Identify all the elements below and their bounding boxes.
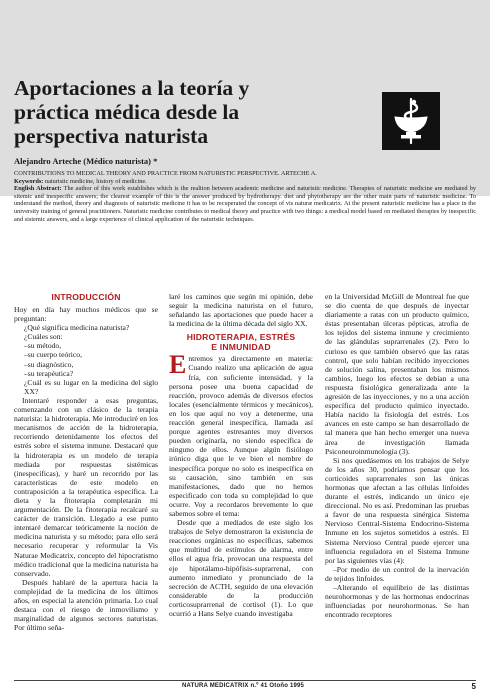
question-item: –su método, — [24, 341, 62, 351]
page-number: 5 — [471, 682, 476, 691]
question-item: –su cuerpo teórico, — [24, 350, 82, 360]
keywords-label: Keywords: — [14, 177, 44, 185]
question-item: ¿Cuáles son: — [24, 332, 63, 342]
english-abstract-label: English Abstract: — [14, 185, 62, 193]
drop-cap: E — [169, 350, 187, 380]
body-paragraph: Si nos quedásemos en los trabajos de Selye de los años 30, podríamos pensar que los corticoides suprarrenales son las únicas hormonas que afectan a las células linfoides durante el estrés, indicando un único eje direccional. No es así. Predominan las pruebas a favor de una respuesta sinérgica Sistema Nervioso Central-Sistema Endocrino-Sistema Inmune en los sujetos sometidos a estrés. El Sistema Nervioso Central puede ejercer una influencia reguladora en el Sistema Inmune por las siguientes vías (4): — [325, 455, 469, 565]
author-line: Alejandro Arteche (Médico naturista) * — [14, 156, 158, 166]
list-item: –Por medio de un control de la inervación de tejidos linfoides. — [325, 564, 469, 583]
section-heading-introduccion: INTRODUCCIÓN — [51, 292, 121, 302]
body-paragraph: Intentaré responder a esas preguntas, comenzando con un clásico de la terapia naturista: la hidroterapia. Me introduciré en los mecanismos de acción de la hidroterapia, recorriendo detenidamente los efectos del estrés sobre el sistema inmune. Destacaré que la hidroterapia es un modelo de terapia mediada por respuestas sistémicas (inespecíficas), y haré un recorrido por las características de este modelo en contraposición a la terapéutica específica. La dieta y la fitoterapia completarán mi argumentación. De la fitoterapia recalcaré su carácter de transición. Llegado a ese punto intentaré demarcar teóricamente la noción de medicina naturista y su método; para ello será necesario recuperar y reformular la Vis Naturae Medicatrix, concepto del hipocratismo médico tradicional que la medicina naturista ha conservado. — [14, 395, 158, 578]
keywords-text: naturistic medicine, history of medicine. — [43, 177, 147, 185]
question-item: ¿Qué significa medicina naturista? — [24, 323, 130, 333]
article-title — [14, 76, 354, 148]
column-1 — [14, 292, 158, 632]
body-paragraph: Desde que a mediados de este siglo los trabajos de Selye demostraron la existencia de reacciones orgánicas no específicas, sabemos que multitud de estímulos de alarma, entre ellos el agua fría, provocan una respuesta del eje hipotálamo-hipófisis-suprarrenal, con aumento inmediato y pronunciado de la secreción de ACTH, seguido de una elevación considerable de la producción corticosuprarrenal de cortisol (1). Lo que ocurrió a Hans Selye cuando investigaba — [169, 518, 313, 618]
page-footer — [14, 680, 476, 693]
intro-sentence: Hoy en día hay muchos médicos que se preguntan: — [14, 305, 158, 324]
journal-issue: NATURA MEDICATRIX n.º 41 Otoño 1995 — [182, 683, 305, 689]
column-2 — [169, 292, 313, 618]
abstract-block — [14, 170, 476, 223]
column-3 — [325, 292, 469, 619]
bowl-of-hygieia-icon — [389, 97, 433, 145]
english-abstract-text: The author of this work establishes which is the realtion between academic medicine and naturistic medicine. Therapies of naturistic medicine are mediated by sitemic and inespecific answers; the clearest example of this is the answer produced by hydrotherapy. diet and phytotherapy are the other main parts of naturistic medicine. To understand the method, theory and diagnosis of naturistic medicine it has to be recuperated the concept of vis naturæ medicatrix. At the present naturistic medicine has a place in the university training of general practitioners. Naturistic medicine contributes to medical theory and practice with two things: a medical model based on mediated therapies by inespecific and sistemic answers, and a large experience of clinical application of the naturistic techniques. — [14, 185, 476, 223]
paragraph-text: ntremos ya directamente en materia: Cuando realizo una aplicación de agua fría, con suficiente intensidad, y la persona posee una buena capacidad de reacción, provoco además de diversos efectos locales (esencialmente térmicos y mecánicos), en los que aquí no voy a detenerme, una reacción general inespecífica, llamada así porque agentes estresantes muy diversos pueden originarla, no siendo específica de ninguno de ellos. Aunque algún fisiólogo irónico diga que le ve bien el nombre de inespecífica porque no solo es inespecífica en su causación, sino también en sus manifestaciones, dado que no hemos especificado con toda su complejidad lo que ocurre. Voy a recordaros brevemente lo que sabemos sobre el tema: — [169, 354, 313, 518]
english-abstract — [14, 185, 476, 223]
heading-line: HIDROTERAPIA, ESTRÉS — [186, 332, 296, 343]
english-title: CONTRIBUTIONS TO MEDICAL THEORY AND PRACTICE FROM NATURISTIC PERSPECTIVE. ARTECHE A. — [14, 170, 317, 177]
question-item: –su diagnóstico, — [24, 359, 74, 369]
heading-line: E INMUNIDAD — [211, 342, 271, 353]
question-item: ¿Cuál es su lugar en la medicina del siglo XX? — [24, 377, 158, 396]
title-line-1: Aportaciones a la teoría y — [14, 76, 250, 100]
list-item: –Alterando el equilibrio de las distintas neurohormonas y de las hormonas endocrinas influenciadas por neurohormonas. Se han encontrado receptores — [325, 583, 469, 620]
body-paragraph — [169, 350, 313, 518]
journal-logo — [382, 92, 440, 150]
question-item: –su terapéutica? — [24, 368, 74, 378]
body-paragraph: laré los caminos que según mi opinión, debe seguir la medicina naturista en el futuro, señalando las aportaciones que puede hacer a la medicina de la última década del siglo XX. — [169, 292, 313, 329]
body-paragraph: Después hablaré de la apertura hacia la complejidad de la medicina de los últimos años, en especial la atención primaria. Lo cual destaca con el riesgo de inmovilismo y marginalidad de algunos sectores naturistas. Por último seña- — [14, 577, 158, 633]
title-line-3: perspectiva naturista — [14, 124, 209, 148]
title-line-2: práctica médica desde la — [14, 100, 240, 124]
section-heading-hidroterapia — [169, 332, 313, 352]
keywords-line — [14, 178, 476, 186]
body-paragraph: en la Universidad McGill de Montreal fue que se dio cuenta de que después de inyectar diariamente a ratas con un producto químico, éstas presentaban úlceras pépticas, atrofia de los tejidos del sistema inmune y crecimiento de las glándulas suprarrenales (2). Pero lo curioso es que también observó que las ratas control, que solo habían recibido inyecciones de solución salina, presentaban los mismos cambios, luego los efectos se debían a una respuesta fisiológica generalizada ante la agresión de las inyecciones, y no a una acción específica del producto químico inyectado. Había nacido la fisiología del estrés. Los avances en este campo se han desarrollado de tal manera que han hecho emerger una nueva área de investigación llamada Psiconeuroinmunología (3). — [325, 292, 469, 456]
